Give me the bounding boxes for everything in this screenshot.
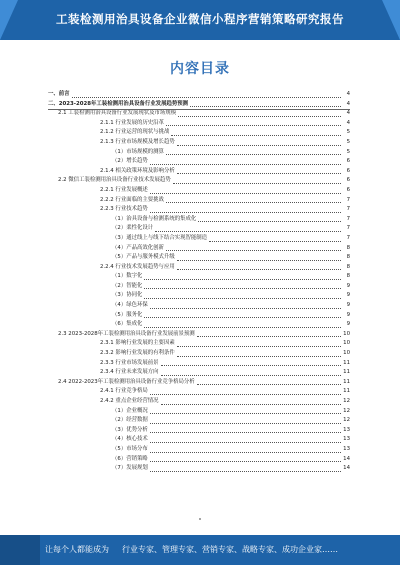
footer-slogan-lead: 让每个人都能成为 — [45, 545, 109, 554]
toc-entry-page: 7 — [346, 234, 350, 241]
toc-leader-dots — [155, 230, 341, 232]
toc-leader-dots — [177, 144, 341, 146]
toc-entry[interactable] — [48, 339, 350, 349]
toc-leader-dots — [177, 345, 341, 347]
toc-entry-label: 2.1.1 行业发展的历史沿革 — [100, 119, 164, 126]
toc-entry-page: 4 — [346, 110, 350, 117]
toc-leader-dots — [150, 412, 341, 414]
toc-entry-page: 10 — [343, 330, 350, 337]
toc-entry[interactable] — [48, 196, 350, 206]
toc-entry-label: 2.1.2 行业运营的现状与挑战 — [100, 129, 170, 136]
toc-entry-label: （2）柔性化设计 — [112, 225, 154, 232]
toc-entry[interactable] — [48, 215, 350, 225]
toc-entry-page: 11 — [343, 369, 350, 376]
toc-entry-label: 二、2023-2028年工装检测用治具设备行业发展趋势预测 — [48, 100, 189, 107]
toc-entry[interactable] — [48, 138, 350, 148]
toc-entry[interactable] — [48, 291, 350, 301]
toc-entry-page: 6 — [346, 186, 350, 193]
toc-leader-dots — [177, 172, 341, 174]
toc-leader-dots — [144, 326, 341, 328]
toc-entry[interactable] — [48, 445, 350, 455]
toc-leader-dots — [150, 307, 341, 309]
toc-leader-dots — [197, 335, 341, 337]
toc-entry-page: 14 — [343, 455, 350, 462]
toc-entry[interactable] — [48, 90, 350, 100]
report-footer — [0, 535, 400, 565]
toc-heading: 内容目录 — [170, 61, 230, 77]
toc-leader-dots — [171, 134, 341, 136]
toc-leader-dots — [166, 249, 341, 251]
toc-entry-page: 11 — [343, 359, 350, 366]
toc-entry-page: 13 — [343, 426, 350, 433]
toc-entry-label: 2.1.4 相关政策环境及影响分析 — [100, 167, 175, 174]
toc-entry[interactable] — [48, 416, 350, 426]
toc-entry-label: （3）通过线上与线下结合实现智能制造 — [112, 234, 208, 241]
toc-entry-page: 9 — [346, 302, 350, 309]
toc-entry-label: （3）优势分析 — [112, 426, 148, 433]
toc-entry[interactable] — [48, 301, 350, 311]
toc-entry-label: 2.2.2 行业面临的主要挑战 — [100, 196, 164, 203]
toc-entry[interactable] — [48, 224, 350, 234]
toc-entry[interactable] — [48, 157, 350, 167]
toc-entry-page: 6 — [346, 177, 350, 184]
toc-entry-label: 2.3 2023-2028年工装检测用治具设备行业发展前景预测 — [58, 330, 195, 337]
footer-slogan-roles: 行业专家、管理专家、营销专家、战略专家、成功企业家…… — [122, 545, 338, 554]
toc-entry[interactable] — [48, 186, 350, 196]
toc-entry-page: 7 — [346, 196, 350, 203]
toc-entry[interactable] — [48, 253, 350, 263]
table-of-contents — [48, 90, 350, 474]
toc-entry-label: 2.2.4 行业技术发展趋势与应用 — [100, 263, 175, 270]
toc-entry-label: （5）市场分布 — [112, 445, 148, 452]
toc-leader-dots — [177, 355, 341, 357]
toc-entry-page: 7 — [346, 225, 350, 232]
toc-entry-page: 9 — [346, 311, 350, 318]
toc-entry-page: 5 — [346, 148, 350, 155]
toc-entry-label: 2.2.3 行业技术趋势 — [100, 206, 148, 213]
toc-entry-page: 4 — [346, 119, 350, 126]
toc-entry-page: 10 — [343, 350, 350, 357]
toc-entry[interactable] — [48, 282, 350, 292]
toc-entry-label: （1）治具设备与检测系统的集成化 — [112, 215, 197, 222]
toc-leader-dots — [173, 182, 341, 184]
toc-entry[interactable] — [48, 435, 350, 445]
toc-entry[interactable] — [48, 205, 350, 215]
toc-entry-page: 6 — [346, 158, 350, 165]
toc-leader-dots — [144, 278, 341, 280]
toc-entry-page: 12 — [343, 398, 350, 404]
toc-leader-dots — [198, 220, 341, 222]
toc-entry-label: 2.4.1 行业竞争格局 — [100, 388, 148, 395]
toc-entry-page: 11 — [343, 378, 350, 385]
toc-entry-page: 7 — [346, 206, 350, 213]
toc-entry-label: （4）绿色环保 — [112, 302, 148, 309]
toc-leader-dots — [161, 403, 341, 405]
footer-decoration — [0, 535, 40, 565]
toc-entry[interactable] — [48, 359, 350, 369]
toc-entry-page: 12 — [343, 407, 350, 414]
toc-entry[interactable] — [48, 378, 350, 388]
toc-leader-dots — [72, 96, 341, 98]
toc-entry-page: 9 — [346, 292, 350, 299]
report-title: 工装检测用治具设备企业微信小程序营销策略研究报告 — [56, 12, 344, 26]
toc-entry-label: 2.2 微信工装检测用治具设备行业技术发展趋势 — [58, 177, 171, 184]
toc-entry[interactable] — [48, 100, 350, 110]
toc-entry[interactable] — [48, 368, 350, 378]
toc-leader-dots — [161, 374, 341, 376]
toc-entry-page: 13 — [343, 436, 350, 443]
toc-entry-page: 8 — [346, 244, 350, 251]
toc-entry-label: （5）产品与服务模式升级 — [112, 254, 175, 261]
toc-leader-dots — [190, 105, 341, 107]
toc-entry[interactable] — [48, 263, 350, 273]
toc-entry-label: （7）发展规划 — [112, 465, 148, 472]
toc-entry-page: 9 — [346, 321, 350, 328]
toc-entry-label: （4）产品高效化创新 — [112, 244, 164, 251]
toc-entry-page: 10 — [343, 340, 350, 347]
page-marker — [199, 518, 201, 520]
toc-entry-label: （1）企业概况 — [112, 407, 148, 414]
toc-entry-label: 2.3.2 影响行业发展的有利条件 — [100, 350, 175, 357]
toc-leader-dots — [177, 268, 341, 270]
toc-leader-dots — [150, 441, 341, 443]
toc-leader-dots — [197, 383, 341, 385]
toc-entry-label: 2.4 2022-2023年工装检测用治具设备行业竞争格局分析 — [58, 378, 195, 385]
toc-leader-dots — [150, 163, 341, 165]
toc-entry[interactable] — [48, 311, 350, 321]
toc-leader-dots — [166, 201, 341, 203]
toc-entry[interactable] — [48, 464, 350, 474]
toc-entry-label: （3）协同化 — [112, 292, 143, 299]
toc-leader-dots — [150, 211, 341, 213]
toc-entry-label: 2.1.3 行业市场规模及增长趋势 — [100, 138, 175, 145]
toc-entry-label: 2.3.1 影响行业发展的主要因素 — [100, 340, 175, 347]
toc-entry-page: 9 — [346, 282, 350, 289]
toc-leader-dots — [144, 316, 341, 318]
toc-entry[interactable] — [48, 119, 350, 129]
toc-entry-page: 8 — [346, 263, 350, 270]
toc-leader-dots — [178, 115, 341, 117]
toc-entry-page: 7 — [346, 215, 350, 222]
toc-leader-dots — [144, 297, 341, 299]
toc-entry[interactable] — [48, 349, 350, 359]
toc-entry-label: 2.2.1 行业发展概述 — [100, 186, 148, 193]
toc-entry[interactable] — [48, 109, 350, 119]
toc-entry-page: 5 — [346, 129, 350, 136]
toc-entry[interactable] — [48, 330, 350, 340]
toc-entry-label: （2）增长趋势 — [112, 158, 148, 165]
toc-entry[interactable] — [48, 244, 350, 254]
toc-leader-dots — [150, 451, 341, 453]
report-header — [0, 0, 400, 40]
toc-entry-page: 12 — [343, 417, 350, 424]
toc-entry[interactable] — [48, 426, 350, 436]
toc-leader-dots — [150, 431, 341, 433]
toc-entry[interactable] — [48, 387, 350, 397]
toc-entry[interactable] — [48, 407, 350, 417]
toc-entry-label: 2.4.2 重点企业经营情况 — [100, 398, 159, 404]
toc-leader-dots — [177, 259, 341, 261]
toc-entry-page: 4 — [346, 100, 350, 107]
toc-entry[interactable] — [48, 320, 350, 330]
toc-leader-dots — [150, 422, 341, 424]
toc-entry-label: 2.1 工装检测用治具设备行业发展现状及市场规模 — [58, 110, 177, 117]
toc-entry-page: 8 — [346, 254, 350, 261]
toc-entry[interactable] — [48, 272, 350, 282]
toc-entry-label: 2.3.3 行业市场发展前景 — [100, 359, 159, 366]
toc-entry[interactable] — [48, 397, 350, 407]
toc-leader-dots — [150, 460, 341, 462]
toc-leader-dots — [150, 393, 341, 395]
toc-entry-label: （6）营销策略 — [112, 455, 148, 462]
toc-entry-label: （4）核心技术 — [112, 436, 148, 443]
toc-entry-label: （2）经营数据 — [112, 417, 148, 424]
toc-entry-page: 11 — [343, 388, 350, 395]
toc-leader-dots — [166, 153, 341, 155]
toc-entry[interactable] — [48, 167, 350, 177]
toc-leader-dots — [150, 470, 341, 472]
toc-entry[interactable] — [48, 128, 350, 138]
toc-entry-label: （2）智能化 — [112, 282, 143, 289]
toc-leader-dots — [166, 124, 341, 126]
toc-entry[interactable] — [48, 148, 350, 158]
toc-entry[interactable] — [48, 455, 350, 465]
toc-entry-label: 2.3.4 行业未来发展方向 — [100, 369, 159, 376]
toc-entry-page: 5 — [346, 138, 350, 145]
toc-entry-label: 一、前言 — [48, 91, 70, 97]
toc-entry-label: （5）服务化 — [112, 311, 143, 318]
toc-entry[interactable] — [48, 176, 350, 186]
toc-entry-page: 14 — [343, 465, 350, 472]
toc-entry-label: （6）集成化 — [112, 321, 143, 328]
toc-divider — [48, 109, 350, 110]
toc-entry-page: 4 — [346, 91, 350, 97]
toc-leader-dots — [144, 287, 341, 289]
toc-entry-label: （1）数字化 — [112, 273, 143, 280]
toc-entry-page: 13 — [343, 445, 350, 452]
toc-entry-page: 8 — [346, 273, 350, 280]
toc-leader-dots — [209, 240, 341, 242]
toc-leader-dots — [161, 364, 341, 366]
toc-entry[interactable] — [48, 234, 350, 244]
toc-leader-dots — [150, 192, 341, 194]
toc-entry-label: （1）市场规模的测算 — [112, 148, 164, 155]
toc-entry-page: 6 — [346, 167, 350, 174]
